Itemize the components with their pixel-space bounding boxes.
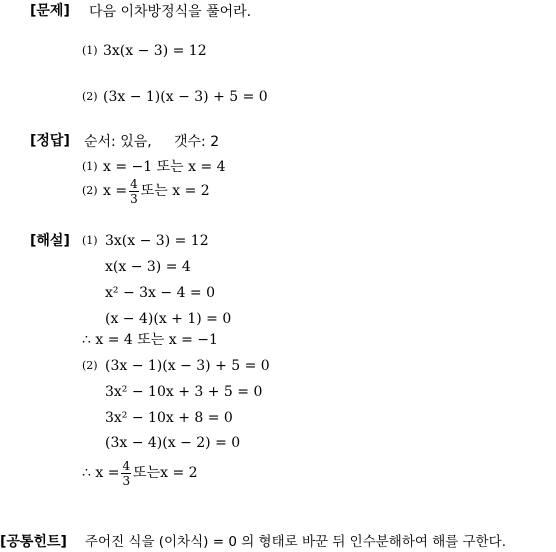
- answer-item-1-text: x = −1 또는 x = 4: [103, 159, 226, 175]
- answer-item-2-fraction: [129, 178, 139, 205]
- answer-order-label: 순서: 있음,: [84, 134, 152, 150]
- fraction-numerator: 4: [130, 176, 138, 191]
- problem-tag: [문제]: [30, 3, 70, 19]
- solution-part2-conclusion-rhs: 또는x = 2: [133, 465, 198, 481]
- solution-part2-conclusion: [82, 455, 198, 491]
- problem-item-2-equation: (3x − 1)(x − 3) + 5 = 0: [103, 89, 268, 105]
- solution-part2-line-3: 3x² − 10x + 8 = 0: [105, 410, 233, 426]
- solution-part2-conclusion-lhs: ∴ x =: [82, 465, 120, 481]
- solution-part1-number: (1): [82, 234, 98, 247]
- solution-part1-conclusion: ∴ x = 4 또는 x = −1: [82, 332, 218, 348]
- answer-item-2-number: (2): [82, 184, 98, 197]
- hint-tag: [공통힌트]: [0, 534, 67, 550]
- solution-part1-line-1: 3x(x − 3) = 12: [105, 233, 209, 249]
- solution-tag: [해설]: [30, 233, 70, 249]
- fraction-numerator: 4: [122, 458, 131, 473]
- answer-tag: [정답]: [30, 133, 70, 149]
- problem-item-2-number: (2): [82, 90, 98, 103]
- solution-part2-line-4: (3x − 4)(x − 2) = 0: [105, 435, 241, 451]
- solution-part1-line-3: x² − 3x − 4 = 0: [105, 285, 216, 301]
- answer-count-label: 갯수: 2: [174, 134, 220, 150]
- answer-item-1-number: (1): [82, 160, 98, 173]
- answer-item-2-lhs: x =: [103, 183, 128, 199]
- problem-item-1-equation: 3x(x − 3) = 12: [103, 43, 207, 59]
- hint-text: 주어진 식을 (이차식) = 0 의 형태로 바꾼 뒤 인수분해하여 해를 구한다.: [85, 534, 506, 550]
- solution-part2-number: (2): [82, 359, 98, 372]
- solution-part2-line-2: 3x² − 10x + 3 + 5 = 0: [105, 384, 263, 400]
- answer-item-2-rhs: 또는 x = 2: [140, 183, 210, 199]
- problem-intro: 다음 이차방정식을 풀어라.: [89, 4, 252, 20]
- fraction-denominator: 3: [130, 191, 138, 206]
- solution-part1-line-2: x(x − 3) = 4: [105, 259, 191, 275]
- problem-item-1-number: (1): [82, 44, 98, 57]
- fraction-denominator: 3: [122, 473, 131, 488]
- solution-part2-fraction: [121, 460, 131, 487]
- solution-part2-line-1: (3x − 1)(x − 3) + 5 = 0: [105, 358, 270, 374]
- solution-part1-line-4: (x − 4)(x + 1) = 0: [105, 311, 232, 327]
- answer-item-2-expression: [103, 173, 210, 209]
